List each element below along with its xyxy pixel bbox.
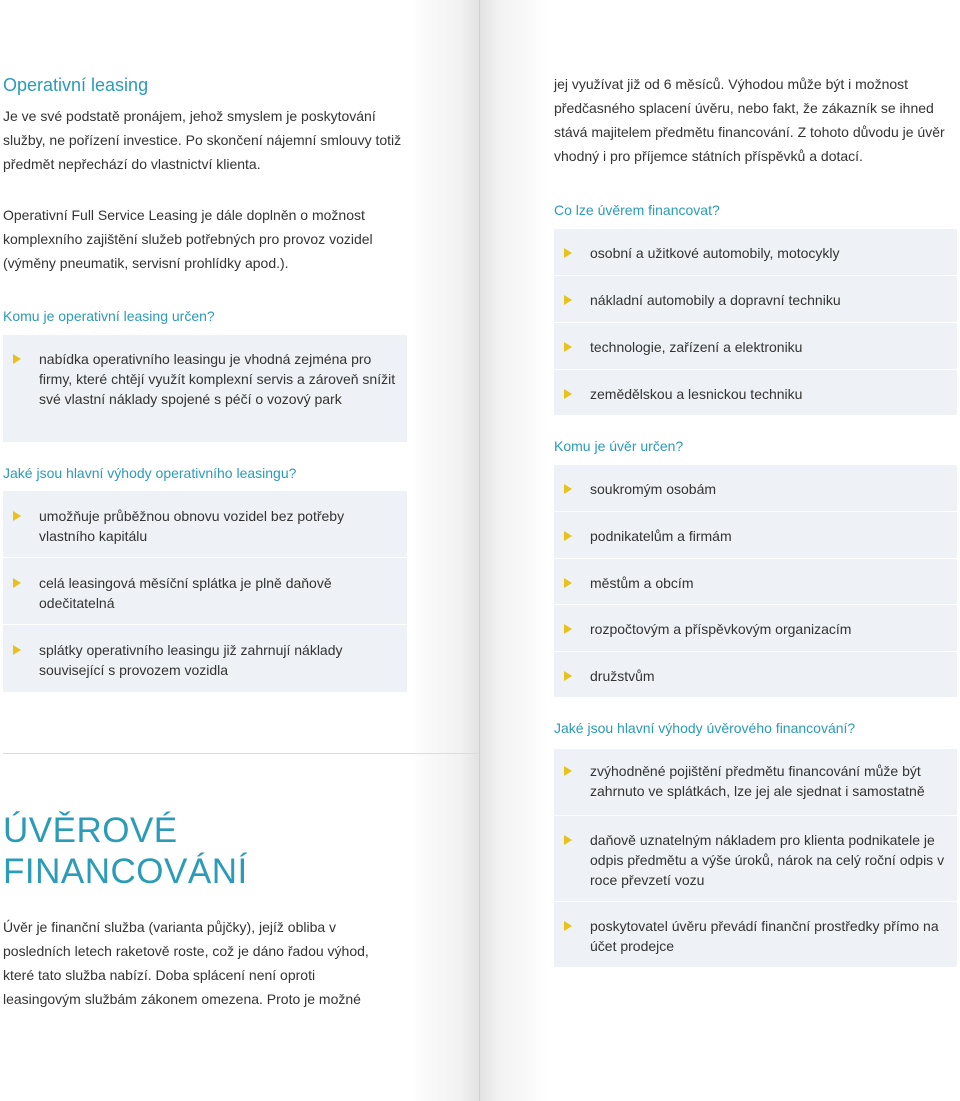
list-item: [3, 334, 407, 442]
list-item-text: družstvům: [590, 668, 655, 684]
credit-intro: Úvěr je finanční služba (varianta půjčky), jejíž obliba v posledních letech raketově roste, což je dáno řadou výhod, které tato služba nabízí. Doba splácení není oproti leasingovým službám zákonem omezena. Proto je možné: [3, 919, 369, 1007]
page-gutter: [408, 0, 548, 1101]
list-item: [554, 369, 957, 415]
triangle-bullet-icon: [564, 671, 572, 681]
triangle-bullet-icon: [564, 578, 572, 588]
triangle-bullet-icon: [564, 484, 572, 494]
what-list: [554, 228, 957, 415]
list-item-text: daňově uznatelným nákladem pro klienta podnikatele je odpis předmětu a výše úroků, nárok na celý roční odpis v roce převzetí vozu: [590, 832, 945, 888]
what-heading: Co lze úvěrem financovat?: [554, 202, 720, 218]
for-whom-list: [3, 334, 407, 442]
list-item: [554, 228, 957, 275]
credit-continuation: jej využívat již od 6 měsíců. Výhodou může být i možnost předčasného splacení úvěru, nebo fakt, že zákazník se ihned stává majitelem předmětu financování. Z tohoto důvodu je úvěr vhodný i pro příjemce státních příspěvků a dotací.: [554, 76, 945, 164]
operativni-leasing-intro: Je ve své podstatě pronájem, jehož smyslem je poskytování služby, ne pořízení investice. Po skončení nájemní smlouvy totiž předmět nepřechází do vlastnictví klienta.: [3, 108, 402, 172]
advantages-heading: Jaké jsou hlavní výhody operativního leasingu?: [3, 465, 297, 481]
list-item-text: nabídka operativního leasingu je vhodná zejména pro firmy, které chtějí využít komplexní servis a zároveň snížit své vlastní náklady spojené s péčí o vozový park: [39, 351, 396, 407]
triangle-bullet-icon: [13, 511, 21, 521]
triangle-bullet-icon: [564, 295, 572, 305]
triangle-bullet-icon: [564, 531, 572, 541]
triangle-bullet-icon: [564, 766, 572, 776]
page-fold: [479, 0, 480, 1101]
list-item-text: umožňuje průběžnou obnovu vozidel bez potřeby vlastního kapitálu: [39, 508, 345, 544]
triangle-bullet-icon: [564, 248, 572, 258]
triangle-bullet-icon: [564, 835, 572, 845]
list-item: [554, 511, 957, 558]
credit-title: [3, 810, 248, 892]
credit-advantages-list: [554, 748, 957, 967]
triangle-bullet-icon: [564, 921, 572, 931]
list-item: [554, 558, 957, 604]
credit-title-line-2: FINANCOVÁNÍ: [3, 852, 248, 891]
triangle-bullet-icon: [13, 578, 21, 588]
list-item-text: rozpočtovým a příspěvkovým organizacím: [590, 621, 852, 637]
list-item-text: soukromým osobám: [590, 481, 717, 497]
triangle-bullet-icon: [564, 389, 572, 399]
list-item-text: splátky operativního leasingu již zahrnují náklady související s provozem vozidla: [39, 642, 343, 678]
operativni-leasing-title: Operativní leasing: [3, 75, 149, 95]
section-divider: [3, 753, 478, 754]
list-item: [554, 322, 957, 369]
credit-advantages-heading: Jaké jsou hlavní výhody úvěrového financování?: [554, 720, 856, 736]
triangle-bullet-icon: [564, 624, 572, 634]
whom-list: [554, 464, 957, 697]
list-item: [554, 604, 957, 651]
credit-title-line-1: ÚVĚROVÉ: [3, 811, 178, 850]
list-item-text: zvýhodněné pojištění předmětu financování může být zahrnuto ve splátkách, lze jej ale sjednat i samostatně: [590, 763, 925, 799]
list-item-text: technologie, zařízení a elektroniku: [590, 339, 803, 355]
for-whom-heading: Komu je operativní leasing určen?: [3, 308, 215, 324]
advantages-list: [3, 490, 407, 692]
triangle-bullet-icon: [564, 342, 572, 352]
list-item-text: podnikatelům a firmám: [590, 528, 732, 544]
list-item-text: poskytovatel úvěru převádí finanční prostředky přímo na účet prodejce: [590, 918, 939, 954]
list-item-text: osobní a užitkové automobily, motocykly: [590, 245, 840, 261]
triangle-bullet-icon: [13, 354, 21, 364]
list-item: [3, 624, 407, 692]
list-item: [554, 748, 957, 815]
list-item-text: nákladní automobily a dopravní techniku: [590, 292, 841, 308]
list-item: [554, 651, 957, 697]
list-item-text: zemědělskou a lesnickou techniku: [590, 386, 803, 402]
list-item: [554, 464, 957, 511]
triangle-bullet-icon: [13, 645, 21, 655]
list-item-text: celá leasingová měsíční splátka je plně daňově odečitatelná: [39, 575, 332, 611]
list-item: [554, 901, 957, 967]
whom-heading: Komu je úvěr určen?: [554, 438, 684, 454]
full-service-paragraph: Operativní Full Service Leasing je dále doplněn o možnost komplexního zajištění služeb potřebných pro provoz vozidel (výměny pneumatik, servisní prohlídky apod.).: [3, 207, 373, 271]
list-item-text: městům a obcím: [590, 575, 694, 591]
list-item: [554, 275, 957, 322]
list-item: [3, 557, 407, 624]
list-item: [3, 490, 407, 557]
list-item: [554, 815, 957, 901]
